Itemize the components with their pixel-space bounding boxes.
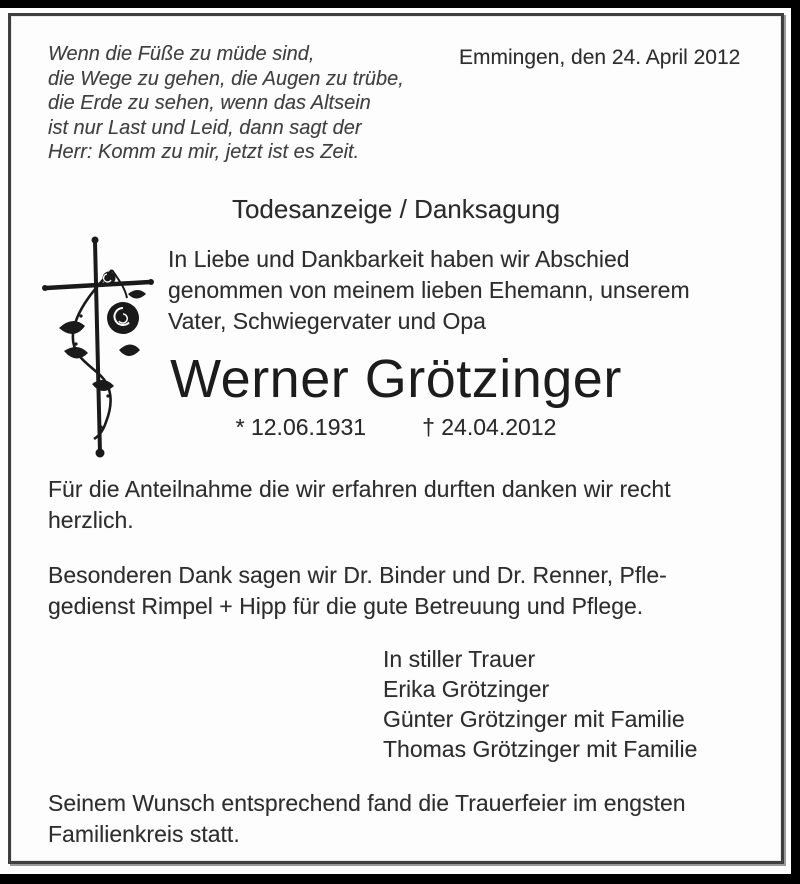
scan-edge-top <box>0 0 800 8</box>
intro-line: Vater, Schwiegervater und Opa <box>168 308 486 334</box>
mourning-intro: In stiller Trauer <box>383 646 536 672</box>
notice-type-heading: Todesanzeige / Danksagung <box>231 194 561 224</box>
place-and-date: Emmingen, den 24. April 2012 <box>459 46 741 69</box>
closing-line: Familienkreis statt. <box>48 820 240 847</box>
mourner: Thomas Grötzinger mit Familie <box>383 736 698 762</box>
thanks-line: herzlich. <box>48 506 134 533</box>
scan-edge-right <box>791 0 800 884</box>
intro-line: genommen von meinem lieben Ehemann, unserem <box>168 277 690 303</box>
mourner: Günter Grötzinger mit Familie <box>383 706 685 732</box>
vital-dates <box>11 414 781 441</box>
mourners-block <box>383 644 697 764</box>
mourner: Erika Grötzinger <box>383 676 550 702</box>
birth-date: * 12.06.1931 <box>235 414 367 440</box>
intro-line: In Liebe und Dankbarkeit haben wir Abschied <box>168 246 630 272</box>
poem-line: die Wege zu gehen, die Augen zu trübe, <box>48 67 404 90</box>
closing-paragraph <box>48 788 686 849</box>
special-thanks-line: gedienst Rimpel + Hipp für die gute Betreuung und Pflege. <box>48 592 644 619</box>
thanks-line: Für die Anteilnahme die wir erfahren durften danken wir recht <box>48 476 671 502</box>
special-thanks-line: Besonderen Dank sagen wir Dr. Binder und Dr. Renner, Pfle- <box>48 562 667 588</box>
intro-paragraph <box>168 244 690 337</box>
closing-line: Seinem Wunsch entsprechend fand die Trauerfeier im engsten <box>48 790 686 816</box>
poem-line: die Erde zu sehen, wenn das Altsein <box>48 92 371 114</box>
deceased-name: Werner Grötzinger <box>170 349 622 409</box>
poem-line: ist nur Last und Leid, dann sagt der <box>48 116 362 139</box>
scan-edge-bottom <box>0 874 800 884</box>
thanks-paragraph <box>48 474 671 535</box>
poem-line: Wenn die Füße zu müde sind, <box>48 43 315 65</box>
notice-frame <box>8 13 784 864</box>
poem-line: Herr: Komm zu mir, jetzt ist es Zeit. <box>48 141 360 163</box>
death-date: † 24.04.2012 <box>422 414 557 440</box>
special-thanks-paragraph <box>48 560 667 621</box>
poem-verse <box>48 42 404 165</box>
